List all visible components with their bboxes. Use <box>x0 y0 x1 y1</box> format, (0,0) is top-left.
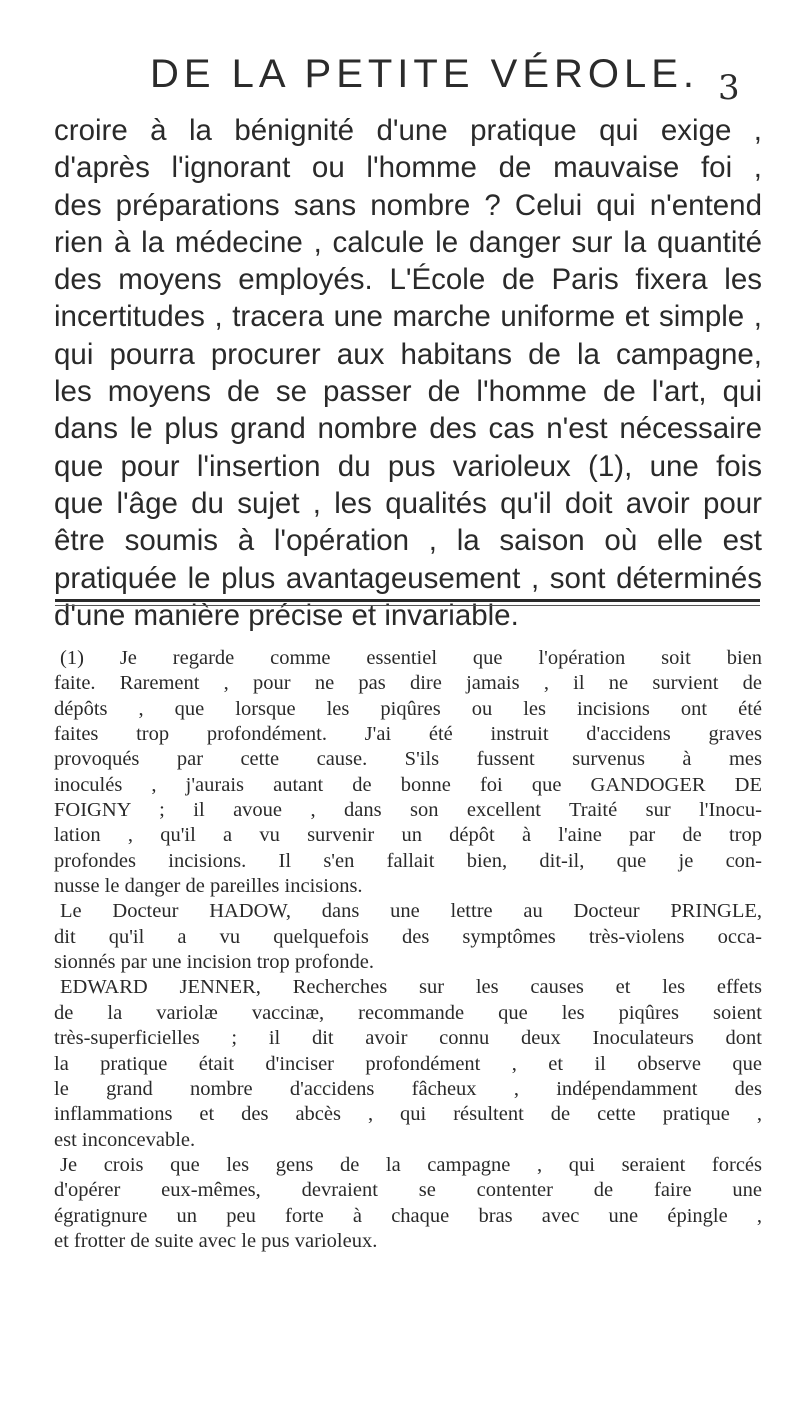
footnote-line: (1) Je regarde comme essentiel que l'opération soit bien <box>60 647 762 669</box>
page-number: 3 <box>718 68 740 108</box>
text-line: rien à la médecine , calcule le danger sur la quantité <box>54 225 762 259</box>
footnote-line: sionnés par une incision trop profonde. <box>54 951 374 974</box>
footnote-line: faite. Rarement , pour ne pas dire jamais , il ne survient de <box>54 672 762 695</box>
text-line: pratiquée le plus avantageusement , sont déterminés <box>54 561 762 595</box>
footnote-line: nusse le danger de pareilles incisions. <box>54 875 363 898</box>
text-line: les moyens de se passer de l'homme de l'art, qui <box>54 375 762 409</box>
footnote-line: EDWARD JENNER, Recherches sur les causes et les effets <box>60 976 762 999</box>
footnote-line: le grand nombre d'accidens fâcheux , indépendamment des <box>54 1077 762 1100</box>
text-line: d'une manière précise et invariable. <box>54 598 519 632</box>
footnote-line: Je crois que les gens de la campagne , qui seraient forcés <box>60 1153 762 1176</box>
footnote-separator-rule <box>55 599 760 602</box>
footnote-line: égratignure un peu forte à chaque bras avec une épingle , <box>54 1204 762 1227</box>
text-line: être soumis à l'opération , la saison où elle est <box>54 524 762 558</box>
footnote-line: lation , qu'il a vu survenir un dépôt à l'aine par de trop <box>54 824 762 847</box>
text-line: que pour l'insertion du pus varioleux (1), une fois <box>54 449 762 483</box>
text-line: qui pourra procurer aux habitans de la campagne, <box>54 337 762 371</box>
footnote-line: faites trop profondément. J'ai été instruit d'accidens graves <box>54 723 762 746</box>
footnote <box>54 646 762 1254</box>
main-text <box>54 112 762 634</box>
footnote-line: et frotter de suite avec le pus varioleux. <box>54 1229 378 1252</box>
text-line: dans le plus grand nombre des cas n'est nécessaire <box>54 412 762 446</box>
footnote-line: la pratique était d'inciser profondément , et il observe que <box>54 1052 762 1075</box>
running-title: DE LA PETITE VÉROLE. <box>150 52 700 96</box>
text-line: des préparations sans nombre ? Celui qui n'entend <box>54 188 762 222</box>
text-line: des moyens employés. L'École de Paris fixera les <box>54 263 762 297</box>
footnote-line: est inconcevable. <box>54 1128 196 1151</box>
footnote-line: inflammations et des abcès , qui résultent de cette pratique , <box>54 1103 762 1126</box>
text-line: croire à la bénignité d'une pratique qui exige , <box>54 114 762 147</box>
footnote-line: inoculés , j'aurais autant de bonne foi que GANDOGER DE <box>54 773 762 796</box>
footnote-line: dépôts , que lorsque les piqûres ou les incisions ont été <box>54 697 762 720</box>
footnote-line: provoqués par cette cause. S'ils fussent survenus à mes <box>54 748 762 771</box>
footnote-line: dit qu'il a vu quelquefois des symptômes très-violens occa- <box>54 925 762 948</box>
text-line: d'après l'ignorant ou l'homme de mauvaise foi , <box>54 151 762 185</box>
text-line: que l'âge du sujet , les qualités qu'il doit avoir pour <box>54 486 762 520</box>
footnote-line: Le Docteur HADOW, dans une lettre au Docteur PRINGLE, <box>60 900 762 923</box>
text-line: incertitudes , tracera une marche uniforme et simple , <box>54 300 762 334</box>
footnote-line: très-superficielles ; il dit avoir connu deux Inoculateurs dont <box>54 1027 762 1050</box>
footnote-separator-rule-thin <box>55 605 760 606</box>
footnote-line: profondes incisions. Il s'en fallait bien, dit-il, que je con- <box>54 849 762 872</box>
footnote-line: de la variolæ vaccinæ, recommande que les piqûres soient <box>54 1001 762 1024</box>
footnote-line: FOIGNY ; il avoue , dans son excellent Traité sur l'Inocu- <box>54 799 762 822</box>
footnote-line: d'opérer eux-mêmes, devraient se contenter de faire une <box>54 1179 762 1202</box>
